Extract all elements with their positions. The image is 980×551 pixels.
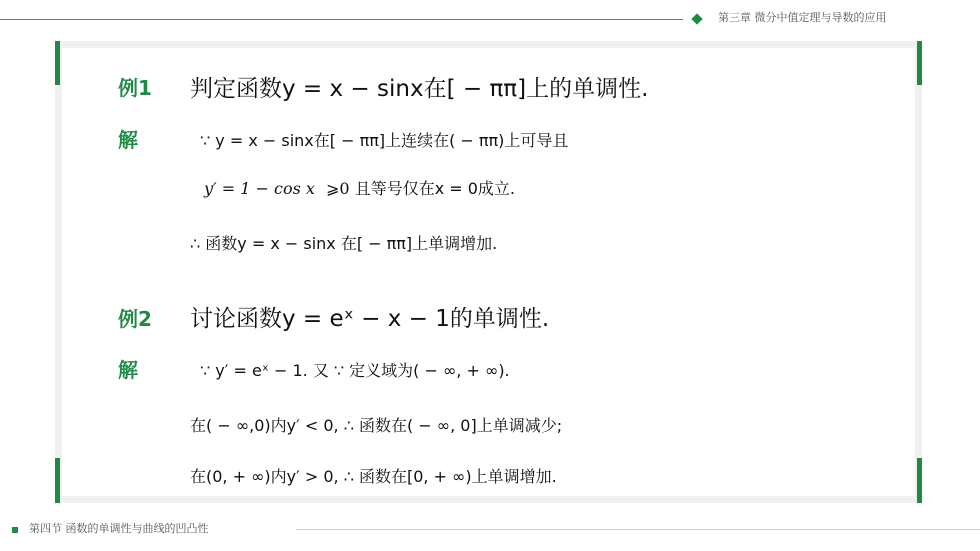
solution-2-label: 解 [118, 358, 138, 382]
corner-accent-bottom-right [917, 458, 922, 503]
corner-accent-bottom-left [55, 458, 60, 503]
square-icon [12, 527, 18, 533]
example-1-label: 例1 [118, 76, 152, 100]
solution-2-line-1: ∵ y′ = eˣ − 1. 又 ∵ 定义域为( − ∞, + ∞). [200, 361, 510, 380]
solution-2-line-3: 在(0, + ∞)内y′ > 0, ∴ 函数在[0, + ∞)上单调增加. [190, 467, 557, 486]
corner-accent-top-right [917, 41, 922, 85]
footer-rule [296, 529, 980, 530]
diamond-icon [691, 13, 702, 24]
section-title: 第四节 函数的单调性与曲线的凹凸性 [29, 522, 209, 535]
equality-condition: 且等号仅在x = 0成立. [354, 179, 516, 198]
chapter-title: 第三章 微分中值定理与导数的应用 [718, 11, 887, 24]
solution-2-line-2: 在( − ∞,0)内y′ < 0, ∴ 函数在( − ∞, 0]上单调减少; [190, 416, 563, 435]
example-2-label: 例2 [118, 307, 152, 331]
derivative-formula: y′ = 1 − cos x [204, 179, 315, 198]
solution-1-line-1: ∵ y = x − sinx在[ − ππ]上连续在( − ππ)上可导且 [200, 131, 569, 150]
corner-accent-top-left [55, 41, 60, 85]
solution-1-line-3: ∴ 函数y = x − sinx 在[ − ππ]上单调增加. [190, 234, 498, 253]
ge-zero: ⩾0 [326, 179, 350, 198]
solution-1-line-2 [204, 176, 515, 199]
example-2-title: 讨论函数y = eˣ − x − 1的单调性. [190, 306, 550, 332]
example-1-title: 判定函数y = x − sinx在[ − ππ]上的单调性. [190, 76, 649, 102]
solution-1-label: 解 [118, 128, 138, 152]
header-rule [0, 19, 683, 20]
